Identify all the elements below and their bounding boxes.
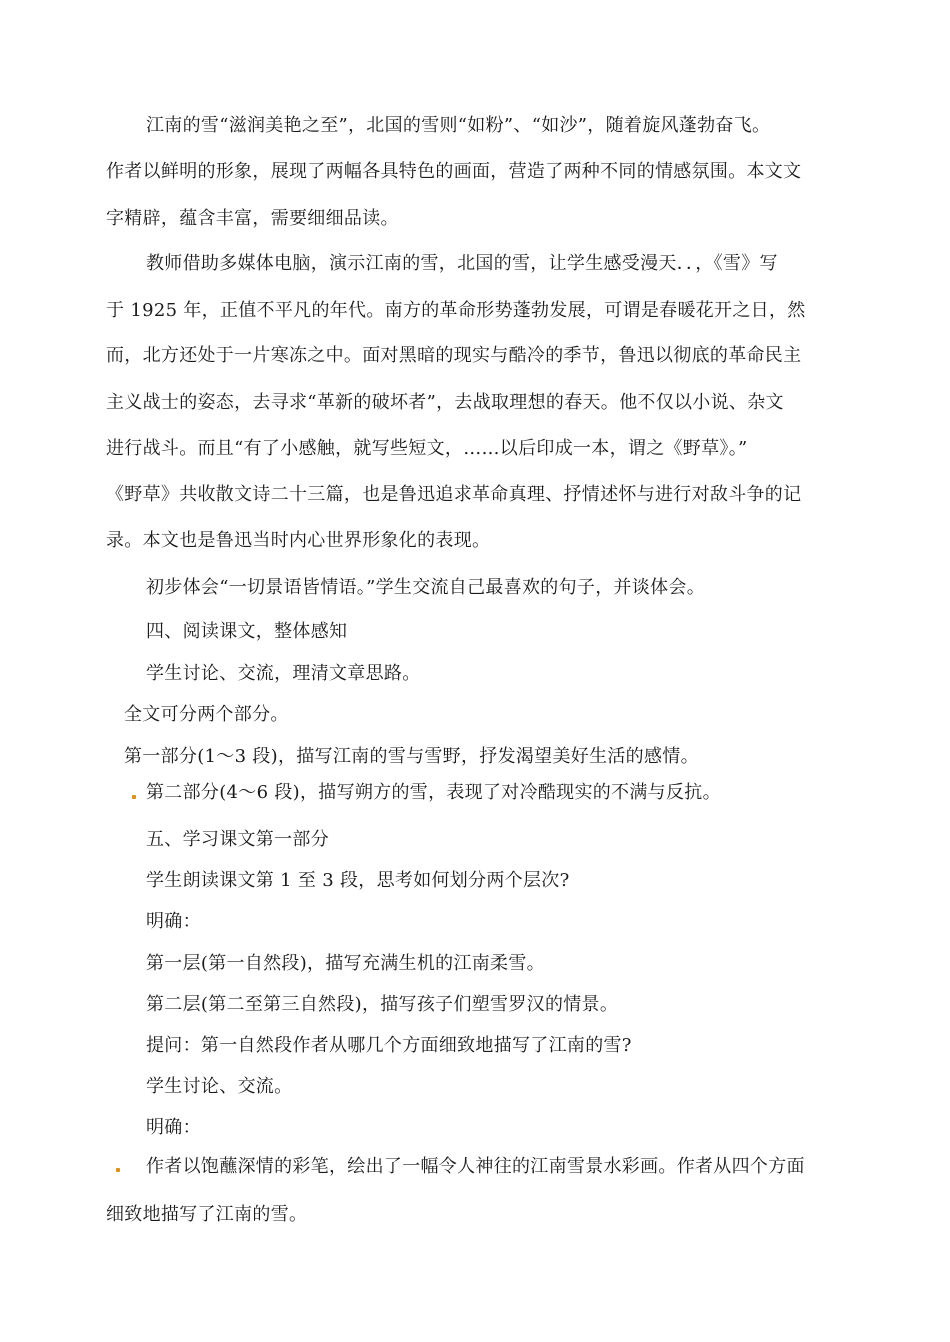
- section-heading: 五、学习课文第一部分: [146, 829, 329, 850]
- text-line: 第二部分(4～6 段)，描写朔方的雪，表现了对冷酷现实的不满与反抗。: [146, 782, 721, 803]
- text-line: 教师借助多媒体电脑，演示江南的雪，北国的雪，让学生感受漫天．．，《雪》写: [146, 253, 778, 274]
- text-line: 学生讨论、交流，理清文章思路。: [146, 663, 421, 684]
- text-line: 学生讨论、交流。: [146, 1076, 293, 1097]
- text-line: 初步体会“一切景语皆情语。”学生交流自己最喜欢的句子，并谈体会。: [146, 577, 706, 598]
- text-line: 主义战士的姿态，去寻求“革新的破坏者”，去战取理想的春天。他不仅以小说、杂文: [106, 392, 784, 413]
- text-line: 《野草》共收散文诗二十三篇，也是鲁迅追求革命真理、抒情述怀与进行对敌斗争的记: [106, 484, 802, 505]
- text-line: 学生朗读课文第 1 至 3 段，思考如何划分两个层次?: [146, 870, 570, 891]
- section-heading: 四、阅读课文，整体感知: [146, 621, 348, 642]
- text-line: 于 1925 年，正值不平凡的年代。南方的革命形势蓬勃发展，可谓是春暖花开之日，然: [106, 300, 806, 321]
- text-line: 录。本文也是鲁迅当时内心世界形象化的表现。: [106, 530, 491, 551]
- text-line: 明确：: [146, 911, 201, 932]
- text-line: 字精辟，蕴含丰富，需要细细品读。: [106, 208, 399, 229]
- text-line: 提问：第一自然段作者从哪几个方面细致地描写了江南的雪?: [146, 1035, 632, 1056]
- text-line: 进行战斗。而且“有了小感触，就写些短文，……以后印成一本，谓之《野草》。”: [106, 438, 748, 459]
- text-line: 全文可分两个部分。: [124, 704, 289, 725]
- text-line: 第二层(第二至第三自然段)，描写孩子们塑雪罗汉的情景。: [146, 994, 619, 1015]
- orange-dot-mark: [132, 795, 136, 799]
- text-line: 第一部分(1～3 段)，描写江南的雪与雪野，抒发渴望美好生活的感情。: [124, 746, 699, 767]
- orange-dot-mark: [116, 1168, 120, 1172]
- text-line: 细致地描写了江南的雪。: [106, 1204, 308, 1225]
- text-line: 作者以饱蘸深情的彩笔，绘出了一幅令人神往的江南雪景水彩画。作者从四个方面: [146, 1156, 805, 1177]
- text-line: 江南的雪“滋润美艳之至”，北国的雪则“如粉”、“如沙”，随着旋风蓬勃奋飞。: [146, 115, 771, 136]
- text-line: 而，北方还处于一片寒冻之中。面对黑暗的现实与酷冷的季节，鲁迅以彻底的革命民主: [106, 345, 802, 366]
- text-line: 作者以鲜明的形象，展现了两幅各具特色的画面，营造了两种不同的情感氛围。本文文: [106, 161, 802, 182]
- text-line: 明确：: [146, 1117, 201, 1138]
- text-line: 第一层(第一自然段)，描写充满生机的江南柔雪。: [146, 953, 545, 974]
